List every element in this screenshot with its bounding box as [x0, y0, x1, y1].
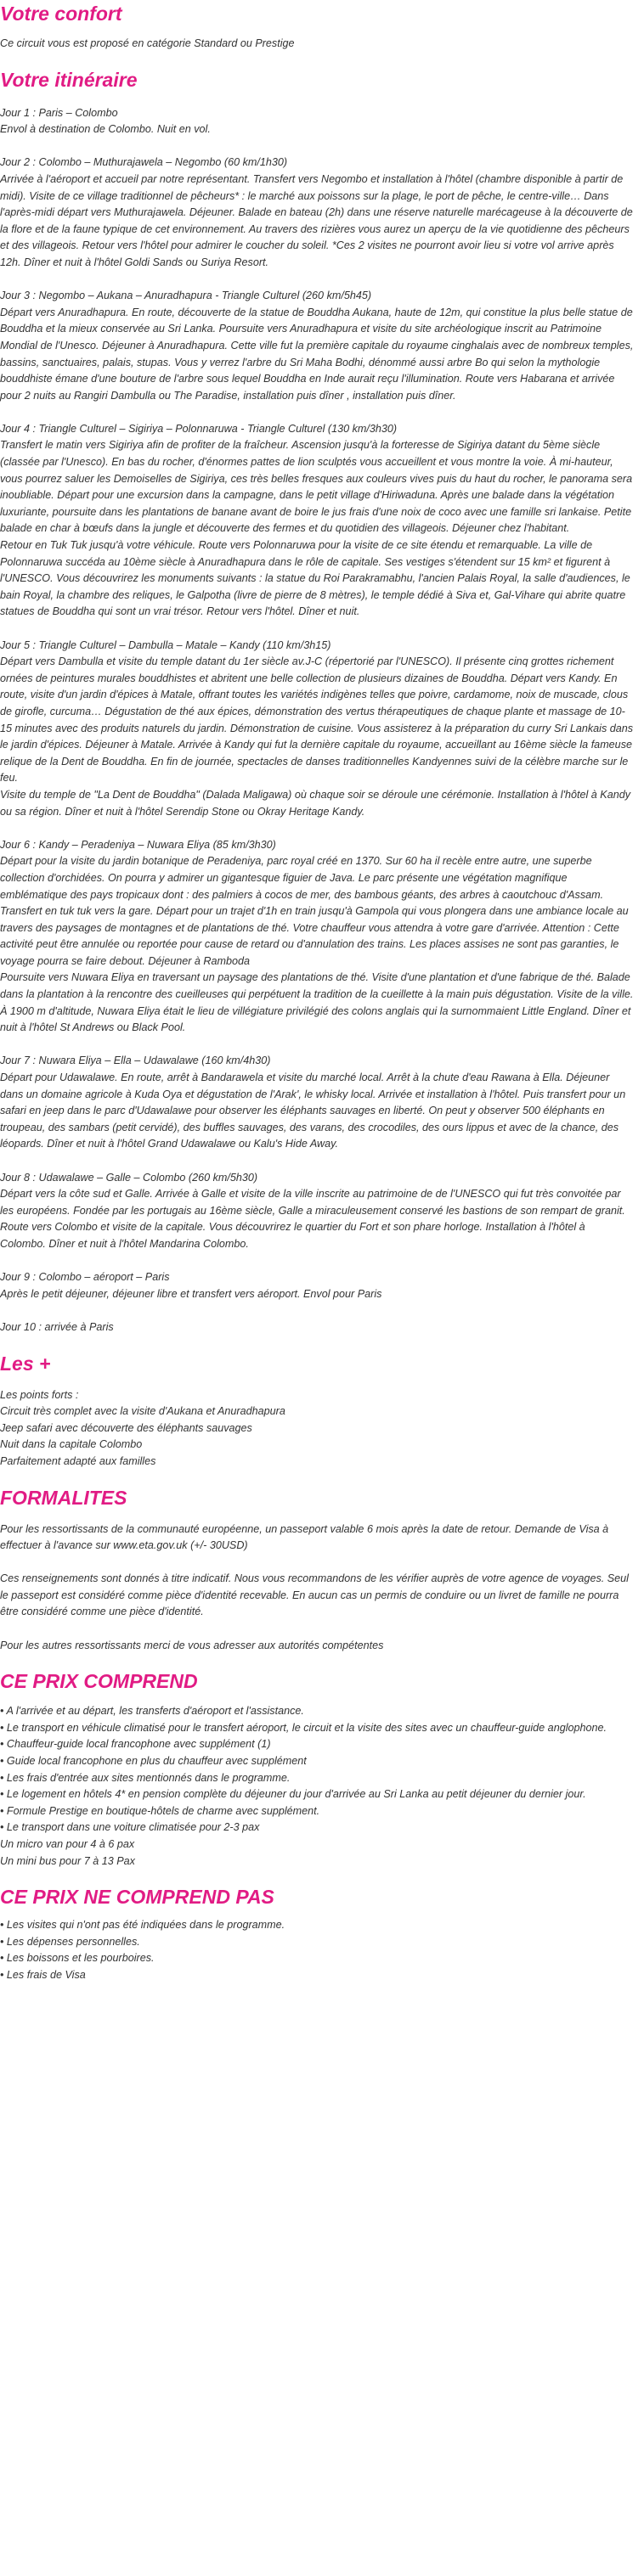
itinerary-day: Jour 2 : Colombo – Muthurajawela – Negombo (60 km/1h30) Arrivée à l'aéroport et accueil par notre représentant. Transfert vers Negombo et installation à l'hôtel (chambre disponible à partir de midi). Visite de ce village traditionnel de pêcheurs* : le marché aux poissons sur la plage, le port de pêche, le centre-ville… Dans l'après-midi départ vers Muthurajawela. Déjeuner. Balade en bateau (2h) dans une réserve naturelle marécageuse à la découverte de la flore et de la faune typique de cet environnement. Au travers des rizières vous aurez un aperçu de la vie quotidienne des pêcheurs et des villageois. Retour vers l'hôtel pour admirer le coucher du soleil. *Ces 2 visites ne pourront avoir lieu si votre vol arrive après 12h. Dîner et nuit à l'hôtel Goldi Sands ou Suriya Resort.: [0, 156, 633, 268]
itinerary-day: Jour 1 : Paris – Colombo Envol à destination de Colombo. Nuit en vol.: [0, 106, 211, 136]
ne-comprend-heading: CE PRIX NE COMPREND PAS: [0, 1886, 274, 1909]
itinerary-day: Jour 6 : Kandy – Peradeniya – Nuwara Eliya (85 km/3h30) Départ pour la visite du jardin botanique de Peradeniya, parc royal créé en 1370. Sur 60 ha il recèle entre autre, une superbe collection d'orchidées. On pourra y admirer un gigantesque figuier de Java. Le parc présente une végétation magnifique emblématique des pays tropicaux dont : des palmiers à cocos de mer, des bambous géants, des arbres à caoutchouc d'Assam. Transfert en tuk tuk vers la gare. Départ pour un trajet d'1h en train jusqu'à Gampola qui vous plongera dans une ambiance locale au travers des paysages de montagnes et de plantations de thé. Votre chauffeur vous attendra à votre gare d'arrivée. Attention : Cette activité peut être annulée ou reportée pour cause de retard ou d'annulation des trains. Les places assises ne sont pas garanties, le voyage pourra se faire debout. Déjeuner à Ramboda Poursuite vers Nuwara Eliya en traversant un paysage des plantations de thé. Visite d'une plantation et d'une fabrique de thé. Balade dans la plantation à la rencontre des cueilleuses qui perpétuent la tradition de la cueillette à la main puis dégustation. Visite de la ville. À 1900 m d'altitude, Nuwara Eliya était le lieu de villégiature privilégié des colons anglais qui la surnommaient Little England. Dîner et nuit à l'hôtel St Andrews ou Black Pool.: [0, 838, 634, 1034]
itinerary-day: Jour 5 : Triangle Culturel – Dambulla – Matale – Kandy (110 km/3h15) Départ vers Dambulla et visite du temple datant du 1er siècle av.J-C (répertorié par l'UNESCO). Il présente cinq grottes richement ornées de peintures murales bouddhistes et abritent une belle collection de plusieurs dizaines de Bouddha. Départ vers Kandy. En route, visite d'un jardin d'épices à Matale, offrant toutes les variétés indigènes telles que poivre, cardamome, noix de muscade, clous de girofle, curcuma… Dégustation de thé aux épices, démonstration des vertus thérapeutiques de chaque plante et massage de 10-15 minutes avec des produits naturels du jardin. Démonstration de cuisine. Vous assisterez à la préparation du curry Sri Lankais dans le jardin d'épices. Déjeuner à Matale. Arrivée à Kandy qui fut la dernière capitale du royaume, accueillant au 16ème siècle la fameuse relique de la Dent de Bouddha. En fin de journée, spectacles de danses traditionnelles Kandyennes suivi de la célèbre marche sur le feu. Visite du temple de "La Dent de Bouddha" (Dalada Maligawa) où chaque soir se déroule une cérémonie. Installation à l'hôtel à Kandy ou sa région. Dîner et nuit à l'hôtel Serendip Stone ou Okray Heritage Kandy.: [0, 638, 634, 818]
document-page: [0, 2, 644, 1984]
formalites-paragraph: Ces renseignements sont donnés à titre indicatif. Nous vous recommandons de les vérifier auprès de votre agence de voyages. Seul le passeport est considéré comme pièce d'identité recevable. En aucun cas un permis de conduire ou un livret de famille ne pourra être considéré comme une pièce d'identité.: [0, 1572, 629, 1618]
formalites-heading: FORMALITES: [0, 1486, 127, 1509]
itinerary-heading: Votre itinéraire: [0, 68, 138, 91]
comprend-list: • A l'arrivée et au départ, les transferts d'aéroport et l'assistance. • Le transport en véhicule climatisé pour le transfert aéroport, le circuit et la visite des sites avec un chauffeur-guide anglophone. • Chauffeur-guide local francophone avec supplément (1) • Guide local francophone en plus du chauffeur avec supplément • Les frais d'entrée aux sites mentionnés dans le programme. • Le logement en hôtels 4* en pension complète du déjeuner du jour d'arrivée au Sri Lanka au petit déjeuner du dernier jour. • Formule Prestige en boutique-hôtels de charme avec supplément. • Le transport dans une voiture climatisée pour 2-3 pax Un micro van pour 4 à 6 pax Un mini bus pour 7 à 13 Pax: [0, 1705, 607, 1867]
confort-text: Ce circuit vous est proposé en catégorie Standard ou Prestige: [0, 37, 295, 49]
formalites-paragraph: Pour les autres ressortissants merci de vous adresser aux autorités compétentes: [0, 1639, 384, 1651]
itinerary-day: Jour 9 : Colombo – aéroport – Paris Après le petit déjeuner, déjeuner libre et transfert vers aéroport. Envol pour Paris: [0, 1271, 382, 1300]
itinerary-day: Jour 7 : Nuwara Eliya – Ella – Udawalawe (160 km/4h30) Départ pour Udawalawe. En route, arrêt à Bandarawela et visite du marché local. Arrêt à la chute d'eau Rawana à Ella. Déjeuner dans un domaine agricole à Kuda Oya et dégustation de l'Arak', le whisky local. Arrivée et installation à l'hôtel. Puis transfert pour un safari en jeep dans le parc d'Udawalawe pour observer les éléphants sauvages en liberté. On peut y observer 500 éléphants en troupeau, des sambars (petit cervidé), des buffles sauvages, des varans, des crocodiles, des ours lippus et avec de la chance, des léopards. Dîner et nuit à l'hôtel Grand Udawalawe ou Kalu's Hide Away.: [0, 1055, 626, 1150]
confort-heading: Votre confort: [0, 3, 122, 25]
formalites-paragraph: Pour les ressortissants de la communauté européenne, un passeport valable 6 mois après la date de retour. Demande de Visa à effectuer à l'avance sur www.eta.gov.uk (+/- 30USD): [0, 1522, 609, 1552]
itinerary-day: Jour 4 : Triangle Culturel – Sigiriya – Polonnaruwa - Triangle Culturel (130 km/3h30) Transfert le matin vers Sigiriya afin de profiter de la fraîcheur. Ascension jusqu'à la forteresse de Sigiriya datant du 5ème siècle (classée par l'Unesco). En bas du rocher, d'énormes pattes de lion sculptés vous accueillent et vous montre la voie. À mi-hauteur, vous pourrez saluer les Demoiselles de Sigiriya, ces très belles fresques aux couleurs vives puis du haut du rocher, le panorama sera inoubliable. Départ pour une excursion dans la campagne, dans le petit village d'Hiriwaduna. Après une balade dans la végétation luxuriante, poursuite dans les plantations de banane avant de boire le jus frais d'une noix de coco avec une famille sri lankaise. Petite balade en char à bœufs dans la jungle et découverte des fermes et du quotidien des villageois. Déjeuner chez l'habitant. Retour en Tuk Tuk jusqu'à votre véhicule. Route vers Polonnaruwa pour la visite de ce site étendu et remarquable. La ville de Polonnaruwa succéda au 10ème siècle à Anuradhapura dans le rôle de capitale. Ses vestiges s'étendent sur 15 km² et figurent à l'UNESCO. Vous découvrirez les monuments suivants : la statue du Roi Parakramabhu, l'ancien Palais Royal, la salle d'audiences, le bain Royal, la chambre des reliques, le Galpotha (livre de pierre de 8 mètres), le temple dédié à Siva et, Gal-Vihare qui abrite quatre statues de Bouddha qui sont un vrai trésor. Retour vers l'hôtel. Dîner et nuit.: [0, 422, 633, 618]
comprend-heading: CE PRIX COMPREND: [0, 1670, 198, 1693]
ne-comprend-list: • Les visites qui n'ont pas été indiquées dans le programme. • Les dépenses personnelles. • Les boissons et les pourboires. • Les frais de Visa: [0, 1919, 285, 1981]
itinerary-day: Jour 3 : Negombo – Aukana – Anuradhapura - Triangle Culturel (260 km/5h45) Départ vers Anuradhapura. En route, découverte de la statue de Bouddha Aukana, haute de 12m, qui constitue la plus belle statue de Bouddha et la mieux conservée au Sri Lanka. Poursuite vers Anuradhapura et visite du site archéologique inscrit au Patrimoine Mondial de l'Unesco. Déjeuner à Anuradhapura. Cette ville fut la première capitale du royaume cinghalais avec de nombreux temples, bassins, sanctuaires, palais, stupas. Vous y verrez l'arbre du Sri Maha Bodhi, dénommé aussi arbre Bo qui selon la mythologie bouddhiste émane d'une bouture de l'arbre sous lequel Bouddha en Inde aurait reçu l'illumination. Route vers Habarana et arrivée pour 2 nuits au Rangiri Dambulla ou The Paradise, installation puis dîner , installation puis dîner.: [0, 290, 634, 402]
plus-heading: Les +: [0, 1352, 51, 1375]
plus-text: Les points forts : Circuit très complet avec la visite d'Aukana et Anuradhapura Jeep safari avec découverte des éléphants sauvages Nuit dans la capitale Colombo Parfaitement adapté aux familles: [0, 1388, 285, 1467]
itinerary-day: Jour 10 : arrivée à Paris: [0, 1320, 114, 1333]
itinerary-day: Jour 8 : Udawalawe – Galle – Colombo (260 km/5h30) Départ vers la côte sud et Galle. Arrivée à Galle et visite de la ville inscrite au patrimoine de de l'UNESCO qui fut très convoitée par les européens. Fondée par les portugais au 16ème siècle, Galle a miraculeusement conservé les bastions de son rempart de granit. Route vers Colombo et visite de la capitale. Vous découvrirez le quartier du Fort et son phare horloge. Installation à l'hôtel à Colombo. Dîner et nuit à l'hôtel Mandarina Colombo.: [0, 1171, 625, 1250]
